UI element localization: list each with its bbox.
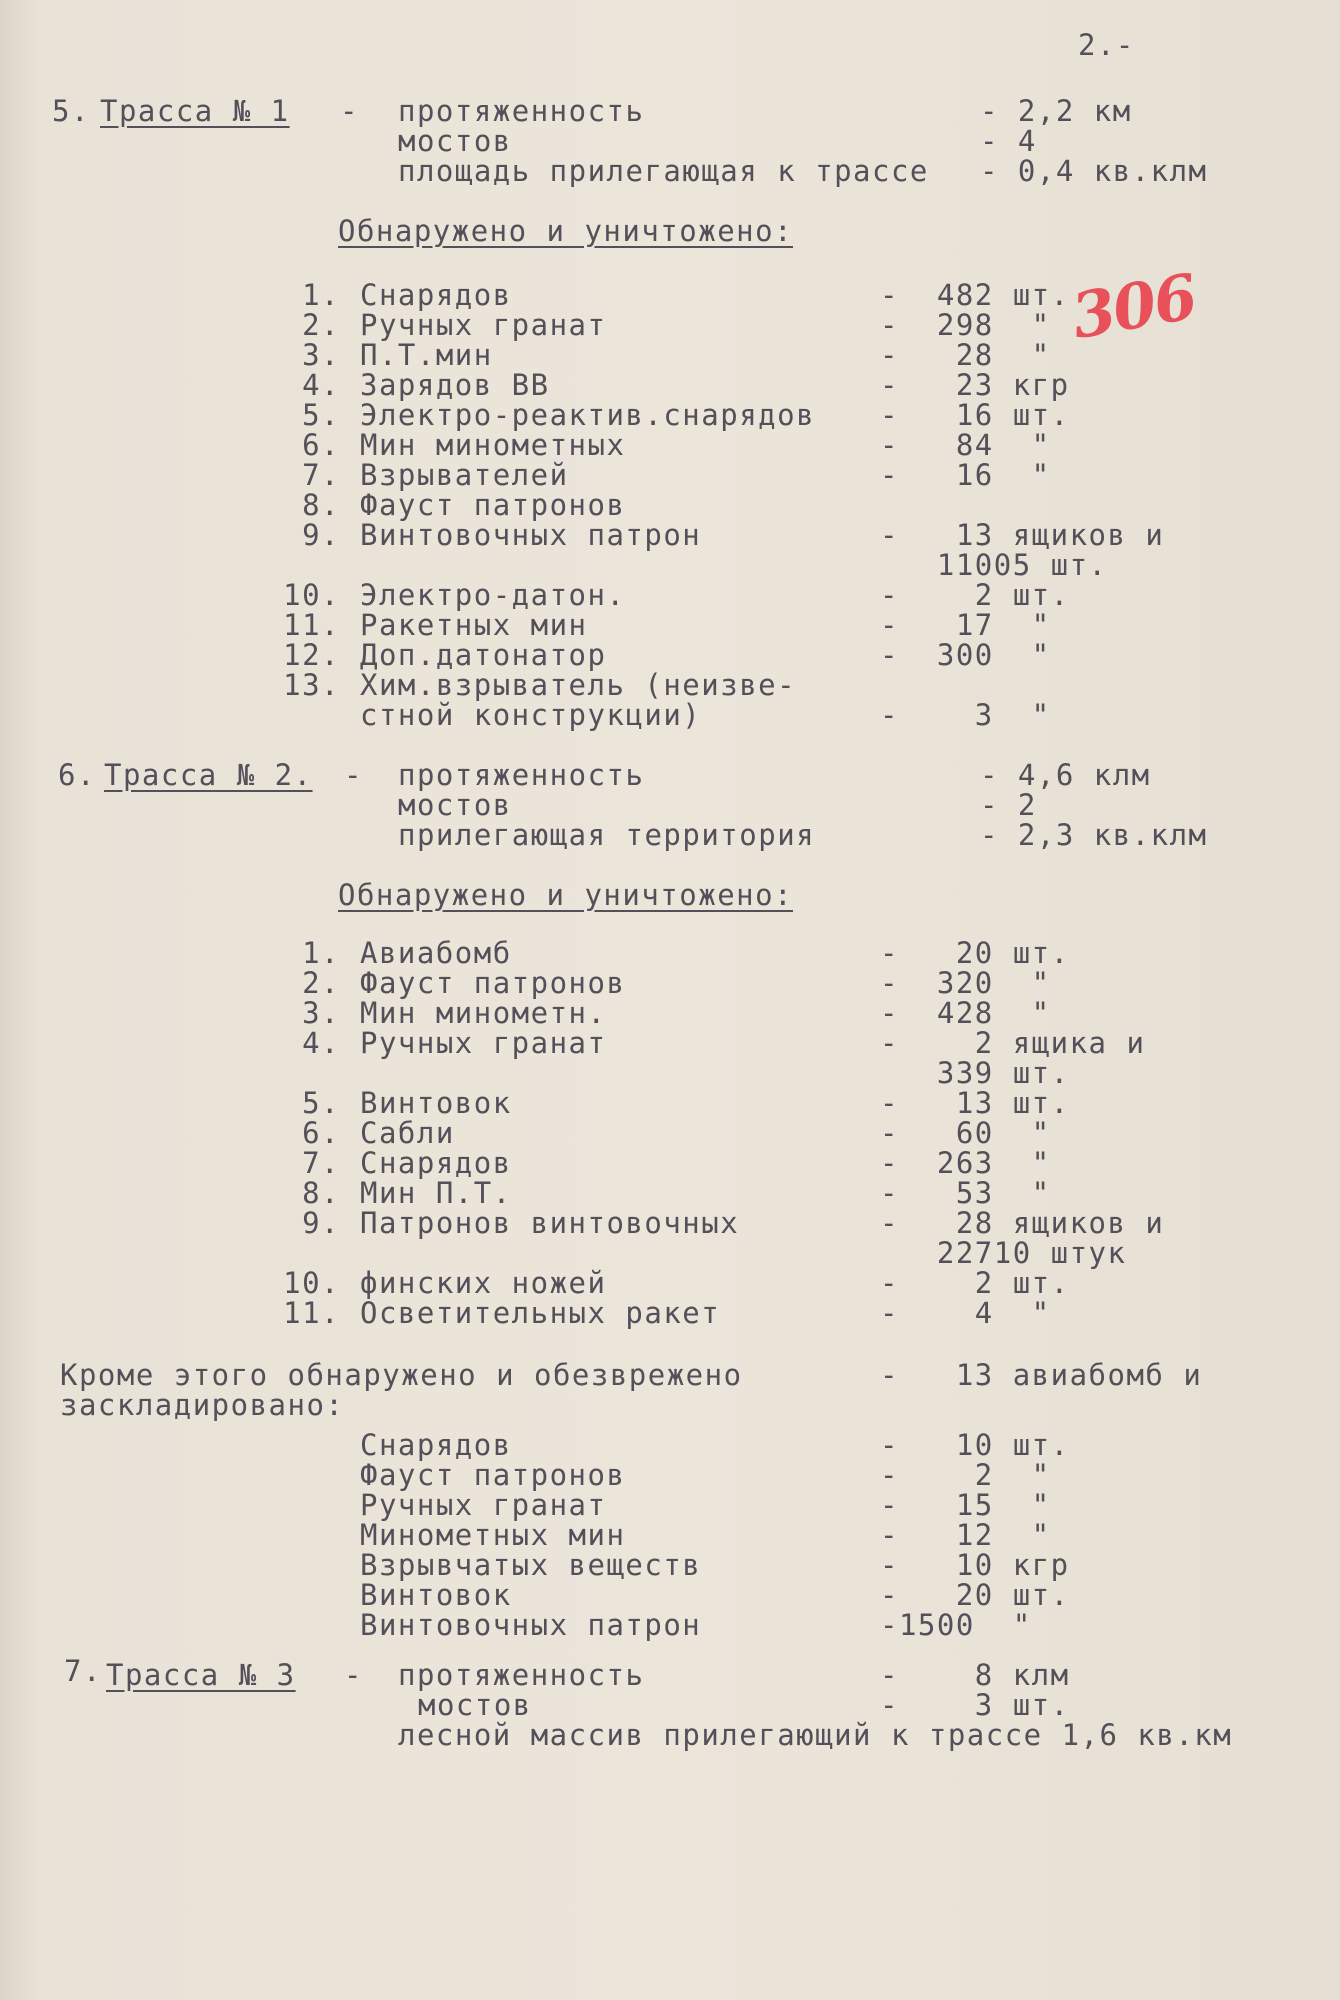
item-value: - 60 " — [880, 1116, 1051, 1150]
item-number: 2. — [302, 966, 340, 1000]
s5-param-value: - 2,2 км — [980, 94, 1132, 128]
item-number: 3. — [302, 996, 340, 1030]
item-value: - 2 шт. — [880, 578, 1070, 612]
item-name: Снарядов — [360, 1146, 512, 1180]
extra-item-value: - 2 " — [880, 1458, 1051, 1492]
item-value: - 84 " — [880, 428, 1051, 462]
item-name: финских ножей — [360, 1266, 607, 1300]
item-number: 9. — [302, 1206, 340, 1240]
item-name: Электро-реактив.снарядов — [360, 398, 816, 432]
item-value: - 2 шт. — [880, 1266, 1070, 1300]
item-name: Ручных гранат — [360, 308, 607, 342]
item-value: - 13 ящиков и — [880, 518, 1165, 552]
item-value: - 298 " — [880, 308, 1051, 342]
s5-param-label: площадь прилегающая к трассе — [398, 154, 929, 188]
s6-param-value: - 2 — [980, 788, 1037, 822]
item-number: 7. — [302, 1146, 340, 1180]
item-value: - 263 " — [880, 1146, 1051, 1180]
section-7-title: Трасса № 3 — [106, 1658, 296, 1692]
item-number: 8. — [302, 488, 340, 522]
s6-param-value: - 4,6 клм — [980, 758, 1151, 792]
item-name: Ручных гранат — [360, 1026, 607, 1060]
s7-param-value: - 8 клм — [880, 1658, 1070, 1692]
extra-intro-line-2: заскладировано: — [60, 1388, 345, 1422]
item-number: 5. — [302, 1086, 340, 1120]
extra-item-value: - 10 кгр — [880, 1548, 1070, 1582]
section-5-title: Трасса № 1 — [100, 94, 290, 128]
extra-item-value: -1500 " — [880, 1608, 1032, 1642]
item-name: Электро-датон. — [360, 578, 626, 612]
section-6-dash: - — [344, 758, 363, 792]
item-name: Доп.датонатор — [360, 638, 607, 672]
item-number: 1. — [302, 936, 340, 970]
extra-item-name: Минометных мин — [360, 1518, 626, 1552]
extra-item-name: Винтовочных патрон — [360, 1608, 702, 1642]
item-value: - 13 шт. — [880, 1086, 1070, 1120]
item-name: Фауст патронов — [360, 488, 626, 522]
extra-item-name: Взрывчатых веществ — [360, 1548, 702, 1582]
item-number: 1. — [302, 278, 340, 312]
item-value: - 3 " — [880, 698, 1051, 732]
item-value: - 428 " — [880, 996, 1051, 1030]
item-value: - 28 " — [880, 338, 1051, 372]
item-name: Мин минометных — [360, 428, 626, 462]
item-value: - 482 шт. — [880, 278, 1070, 312]
s7-forest-line: лесной массив прилегающий к трассе 1,6 кв.км — [398, 1718, 1233, 1752]
item-number: 12. — [283, 638, 340, 672]
item-number: 10. — [283, 1266, 340, 1300]
item-name: П.Т.мин — [360, 338, 493, 372]
item-number: 8. — [302, 1176, 340, 1210]
item-value: - 28 ящиков и — [880, 1206, 1165, 1240]
item-value: - 4 " — [880, 1296, 1051, 1330]
item-name: Патронов винтовочных — [360, 1206, 740, 1240]
s6-param-label: протяженность — [398, 758, 645, 792]
item-value-continued: 11005 шт. — [880, 548, 1108, 582]
item-name: Мин П.Т. — [360, 1176, 512, 1210]
s7-param-label: протяженность — [398, 1658, 645, 1692]
handwritten-note: 306 — [1066, 259, 1201, 354]
s5-param-value: - 4 — [980, 124, 1037, 158]
item-name: Авиабомб — [360, 936, 512, 970]
item-name-continued: стной конструкции) — [360, 698, 702, 732]
s7-param-value: - 3 шт. — [880, 1688, 1070, 1722]
item-value: - 16 шт. — [880, 398, 1070, 432]
item-number: 4. — [302, 1026, 340, 1060]
item-name: Осветительных ракет — [360, 1296, 721, 1330]
extra-intro-line-1: Кроме этого обнаружено и обезврежено — [60, 1358, 743, 1392]
item-name: Взрывателей — [360, 458, 569, 492]
extra-item-name: Снарядов — [360, 1428, 512, 1462]
item-number: 3. — [302, 338, 340, 372]
section-6-number: 6. — [58, 758, 96, 792]
item-value: - 2 ящика и — [880, 1026, 1146, 1060]
s5-param-label: протяженность — [398, 94, 645, 128]
extra-item-name: Фауст патронов — [360, 1458, 626, 1492]
item-number: 2. — [302, 308, 340, 342]
item-value: - 320 " — [880, 966, 1051, 1000]
item-value: - 16 " — [880, 458, 1051, 492]
s6-param-value: - 2,3 кв.клм — [980, 818, 1208, 852]
item-value-continued: 339 шт. — [880, 1056, 1070, 1090]
section-7-dash: - — [344, 1658, 363, 1692]
item-name: Винтовочных патрон — [360, 518, 702, 552]
item-number: 9. — [302, 518, 340, 552]
extra-item-value: - 15 " — [880, 1488, 1051, 1522]
item-name: Мин минометн. — [360, 996, 607, 1030]
extra-item-name: Винтовок — [360, 1578, 512, 1612]
section-7-number: 7. — [64, 1654, 102, 1688]
item-number: 10. — [283, 578, 340, 612]
item-name: Хим.взрыватель (неизве- — [360, 668, 797, 702]
extra-item-name: Ручных гранат — [360, 1488, 607, 1522]
item-value: - 17 " — [880, 608, 1051, 642]
item-name: Зарядов ВВ — [360, 368, 550, 402]
s6-param-label: прилегающая территория — [398, 818, 816, 852]
item-number: 5. — [302, 398, 340, 432]
item-name: Винтовок — [360, 1086, 512, 1120]
section-5-number: 5. — [52, 94, 90, 128]
section-6-found-heading: Обнаружено и уничтожено: — [338, 878, 794, 912]
s5-param-value: - 0,4 кв.клм — [980, 154, 1208, 188]
item-value: - 23 кгр — [880, 368, 1070, 402]
item-number: 11. — [283, 1296, 340, 1330]
item-name: Фауст патронов — [360, 966, 626, 1000]
item-name: Снарядов — [360, 278, 512, 312]
item-number: 11. — [283, 608, 340, 642]
item-number: 7. — [302, 458, 340, 492]
item-name: Сабли — [360, 1116, 455, 1150]
item-value: - 53 " — [880, 1176, 1051, 1210]
extra-item-value: - 12 " — [880, 1518, 1051, 1552]
s5-param-label: мостов — [398, 124, 512, 158]
extra-item-value: - 10 шт. — [880, 1428, 1070, 1462]
section-6-title: Трасса № 2. — [104, 758, 313, 792]
item-name: Ракетных мин — [360, 608, 588, 642]
page-number: 2.- — [1078, 28, 1135, 62]
item-value: - 300 " — [880, 638, 1051, 672]
item-number: 13. — [283, 668, 340, 702]
extra-item-value: - 20 шт. — [880, 1578, 1070, 1612]
item-number: 4. — [302, 368, 340, 402]
item-value: - 20 шт. — [880, 936, 1070, 970]
section-5-found-heading: Обнаружено и уничтожено: — [338, 214, 794, 248]
s7-param-label: мостов — [418, 1688, 532, 1722]
item-number: 6. — [302, 1116, 340, 1150]
item-number: 6. — [302, 428, 340, 462]
item-value-continued: 22710 штук — [880, 1236, 1127, 1270]
section-5-dash: - — [340, 94, 359, 128]
extra-intro-value: - 13 авиабомб и — [880, 1358, 1203, 1392]
s6-param-label: мостов — [398, 788, 512, 822]
